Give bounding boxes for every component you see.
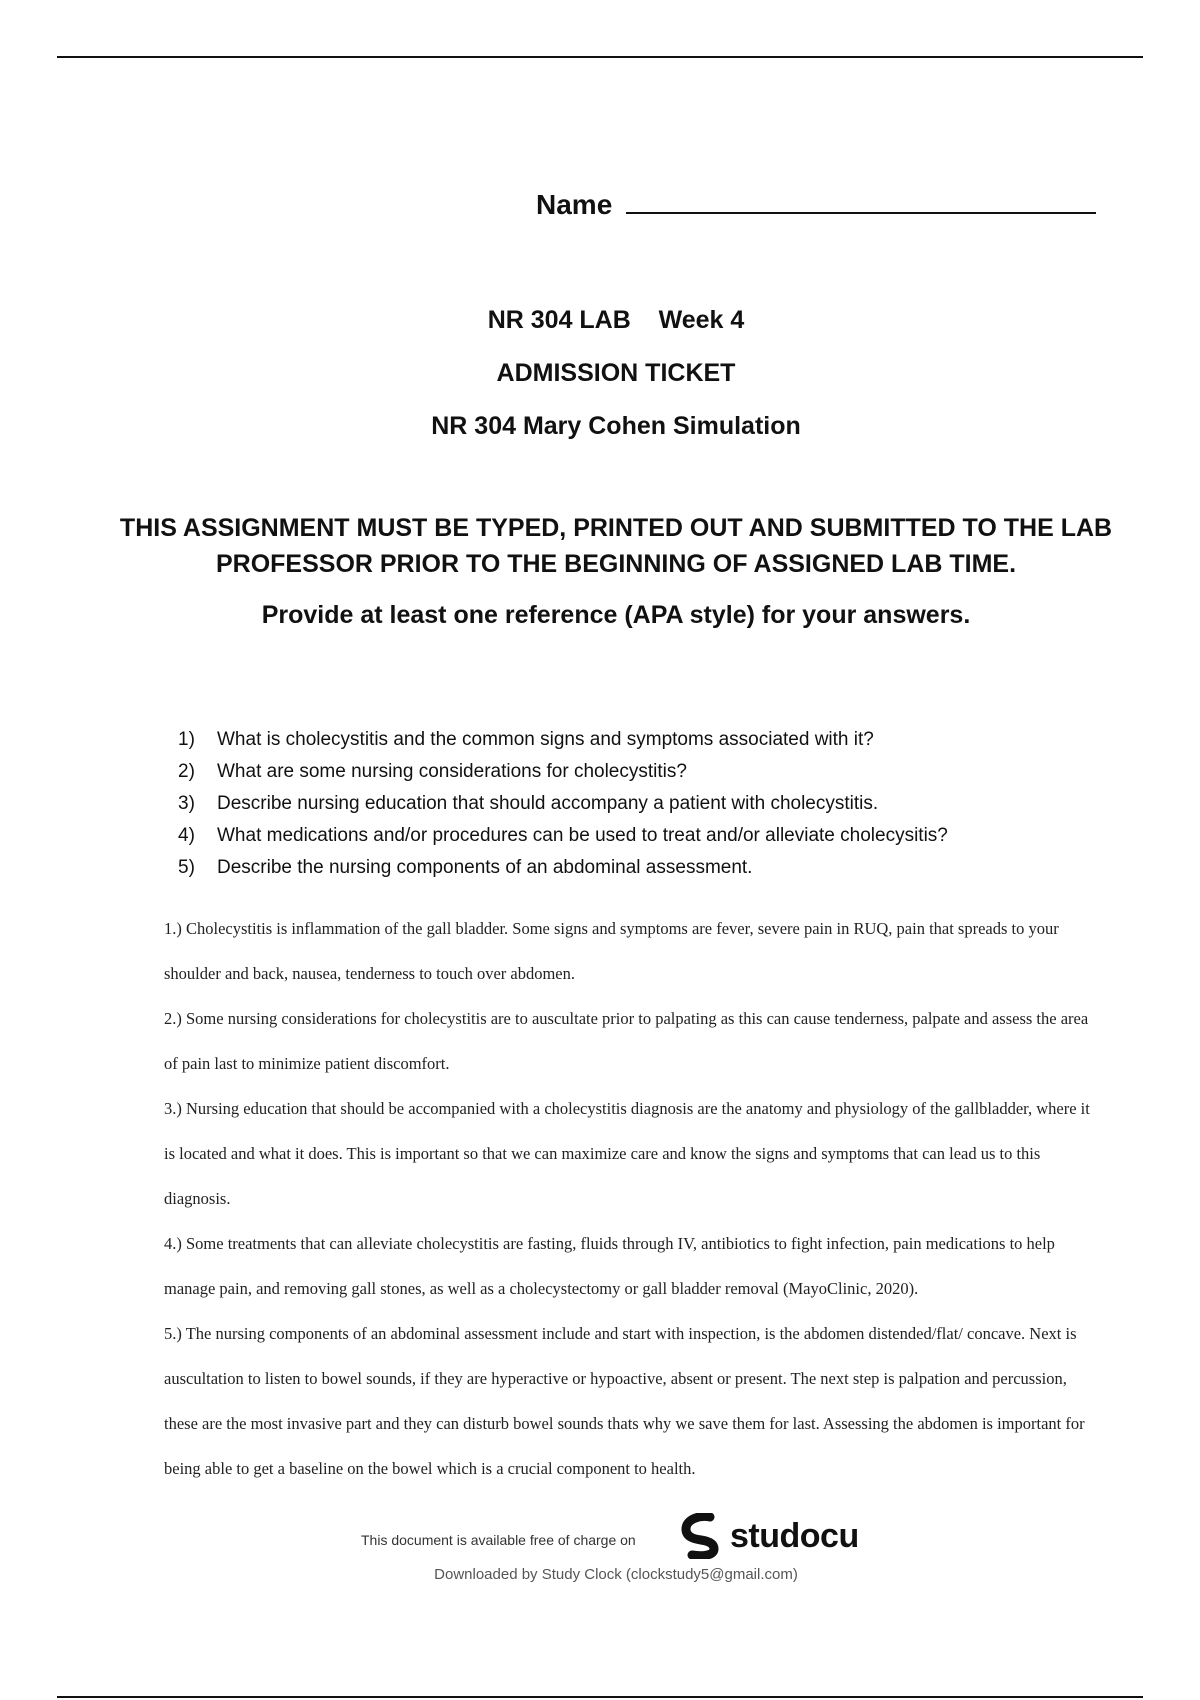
availability-note: This document is available free of charge on [361, 1532, 636, 1548]
course-week-heading: NR 304 LAB Week 4 [487, 306, 745, 334]
answer-paragraph: 2.) Some nursing considerations for cholecystitis are to auscultate prior to palpating as this can cause tenderness, palpate and assess the area of pain last to minimize patient discomfort. [164, 1009, 1089, 1073]
bottom-rule [57, 1696, 1143, 1698]
question-text: Describe nursing education that should accompany a patient with cholecystitis. [217, 793, 879, 814]
studocu-logo[interactable] [680, 1513, 859, 1559]
question-number: 4) [178, 825, 195, 846]
studocu-logo-icon [680, 1513, 722, 1559]
warning-line-2: PROFESSOR PRIOR TO THE BEGINNING OF ASSIGNED LAB TIME. [215, 550, 1017, 578]
simulation-title: NR 304 Mary Cohen Simulation [431, 412, 801, 440]
name-label: Name [536, 189, 613, 220]
brand-name: studocu [730, 1516, 859, 1555]
question-text: What medications and/or procedures can be used to treat and/or alleviate cholecysitis? [217, 825, 948, 846]
ticket-title: ADMISSION TICKET [496, 359, 736, 387]
question-item [178, 820, 948, 852]
question-number: 1) [178, 729, 195, 750]
question-text: What are some nursing considerations for cholecystitis? [217, 761, 687, 782]
question-number: 3) [178, 793, 195, 814]
warning-line-1: THIS ASSIGNMENT MUST BE TYPED, PRINTED OUT AND SUBMITTED TO THE LAB [119, 514, 1113, 542]
top-rule [57, 56, 1143, 58]
question-text: Describe the nursing components of an abdominal assessment. [217, 857, 753, 878]
question-item [178, 788, 948, 820]
download-note: Downloaded by Study Clock (clockstudy5@gmail.com) [434, 1566, 798, 1583]
question-item [178, 724, 948, 756]
reference-instruction: Provide at least one reference (APA style) for your answers. [261, 601, 971, 629]
name-blank [626, 186, 1096, 214]
answer-paragraph: 5.) The nursing components of an abdominal assessment include and start with inspection, is the abdomen distended/flat/ concave. Next is auscultation to listen to bowel sounds, if they are hyperactive or hypoactive, absent or present. The next step is palpation and percussion, these are the most invasive part and they can disturb bowel sounds thats why we save them for last. Assessing the abdomen is important for being able to get a baseline on the bowel which is a crucial component to health. [164, 1324, 1085, 1478]
question-number: 5) [178, 857, 195, 878]
answer-paragraph: 1.) Cholecystitis is inflammation of the gall bladder. Some signs and symptoms are fever, severe pain in RUQ, pain that spreads to your shoulder and back, nausea, tenderness to touch over abdomen. [164, 919, 1059, 983]
question-number: 2) [178, 761, 195, 782]
submission-warning [0, 510, 1200, 582]
question-item [178, 756, 948, 788]
question-list [178, 724, 948, 884]
answer-paragraph: 4.) Some treatments that can alleviate cholecystitis are fasting, fluids through IV, antibiotics to fight infection, pain medications to help manage pain, and removing gall stones, as well as a cholecystectomy or gall bladder removal (MayoClinic, 2020). [164, 1234, 1055, 1298]
answers-section [164, 906, 1104, 1491]
name-field-line [536, 186, 1096, 221]
question-item [178, 852, 948, 884]
answer-paragraph: 3.) Nursing education that should be accompanied with a cholecystitis diagnosis are the anatomy and physiology of the gallbladder, where it is located and what it does. This is important so that we can maximize care and know the signs and symptoms that can lead us to this diagnosis. [164, 1099, 1090, 1208]
question-text: What is cholecystitis and the common signs and symptoms associated with it? [217, 729, 874, 750]
